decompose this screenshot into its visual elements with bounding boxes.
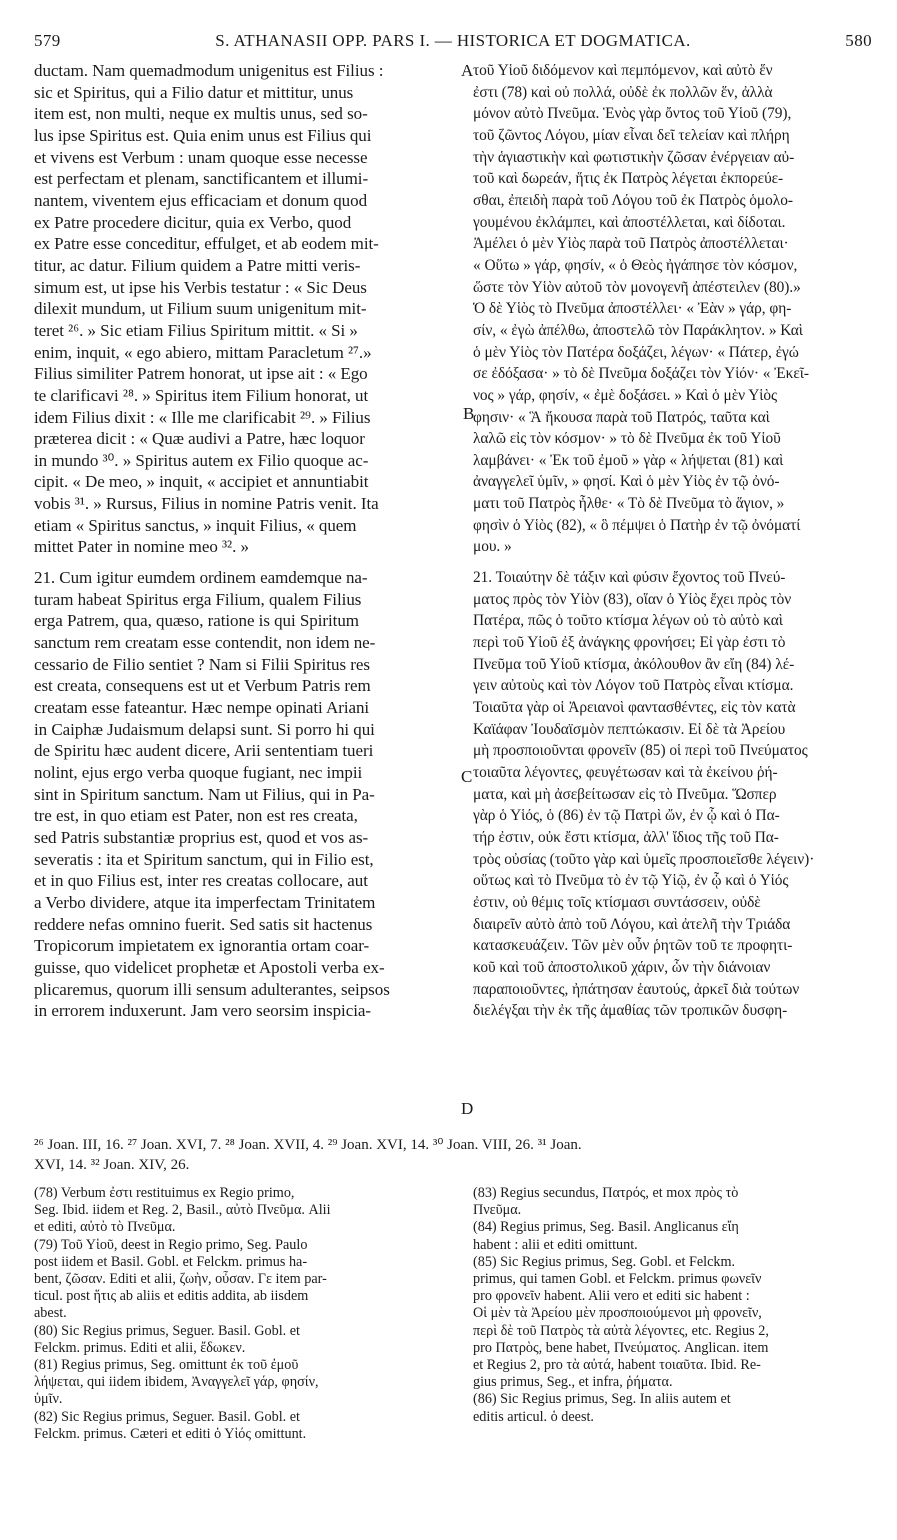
greek-text-line: Τοιαῦτα γὰρ οἱ Ἀρειανοὶ φαντασθέντες, εἰς τὸν κατὰ <box>473 699 796 717</box>
latin-text-line: in mundo ³⁰. » Spiritus autem ex Filio quoque ac- <box>34 450 369 470</box>
footnote-line: λήψεται, qui iidem ibidem, Ἀναγγελεῖ γάρ, φησίν, <box>34 1374 319 1391</box>
latin-text-line: tre est, in quo etiam est Pater, non est res creata, <box>34 806 358 826</box>
greek-text-line: ματι τοῦ Πατρὸς ἦλθε· « Τὸ δὲ Πνεῦμα τὸ ἅγιον, » <box>473 495 785 513</box>
latin-text-line: teret ²⁶. » Sic etiam Filius Spiritum mittit. « Si » <box>34 320 358 340</box>
latin-text-line: est perfectam et plenam, sanctificantem et illumi- <box>34 169 369 189</box>
greek-text-line: ὥστε τὸν Υἱὸν αὐτοῦ τὸν μονογενῆ ἀπέστειλεν (80).» <box>473 278 801 296</box>
greek-text-line: ἐστιν, οὐ θέμις τοῖς κτίσμασι συντάσσειν, οὐδὲ <box>473 893 761 911</box>
latin-text-line: item est, non multi, neque ex multis unus, sed so- <box>34 104 368 124</box>
latin-text-line: ex Patre esse conceditur, effulget, et ab eodem mit- <box>34 234 379 254</box>
latin-text-line: lus ipse Spiritus est. Quia enim unus est Filius qui <box>34 125 372 145</box>
latin-text-line: ductam. Nam quemadmodum unigenitus est Filius : <box>34 61 384 80</box>
greek-column <box>473 60 879 1022</box>
footnote-line: (80) Sic Regius primus, Seguer. Basil. Gobl. et <box>34 1322 300 1339</box>
page-number-left: 579 <box>34 31 61 50</box>
latin-text-line: sint in Spiritum sanctum. Nam ut Filius, qui in Pa- <box>34 784 375 804</box>
footnote-line: et Regius 2, pro τὰ αὐτά, habent τοιαῦτα. Ibid. Re- <box>473 1357 761 1374</box>
footnotes-right <box>473 1185 879 1426</box>
latin-text-line: est creata, consequens est ut et Verbum Patris rem <box>34 676 371 696</box>
greek-text-line: φησιν· « Ἃ ἤκουσα παρὰ τοῦ Πατρός, ταῦτα καὶ <box>473 408 770 426</box>
greek-text-line: γειν αὐτοὺς καὶ τὸν Λόγον τοῦ Πατρὸς εἶναι κτίσμα. <box>473 677 794 695</box>
greek-text-line: Ὁ δὲ Υἱὸς τὸ Πνεῦμα ἀποστέλλει· « Ἐὰν » γάρ, φη- <box>473 300 792 318</box>
footnote-line: primus, qui tamen Gobl. et Felckm. primus φωνεῖν <box>473 1271 762 1288</box>
latin-text-line: cipit. « De meo, » inquit, « accipiet et annuntiabit <box>34 472 369 492</box>
footnote-line: Seg. Ibid. iidem et Reg. 2, Basil., αὐτὸ Πνεῦμα. Alii <box>34 1202 331 1219</box>
latin-text-line: idem Filius dixit : « Ille me clarificabit ²⁹. » Filius <box>34 407 371 427</box>
greek-text-line: παραποιοῦντες, ἠπάτησαν ἑαυτούς, ἀρκεῖ διὰ τούτων <box>473 980 800 998</box>
greek-text-line: σθαι, ἐπειδὴ παρὰ τοῦ Λόγου τοῦ ἐκ Πατρὸς ὁμολο- <box>473 191 793 209</box>
latin-text-line: etiam « Spiritus sanctus, » inquit Filius, « quem <box>34 515 357 535</box>
greek-text-line: τρὸς οὐσίας (τοῦτο γὰρ καὶ ὑμεῖς προσποιεῖσθε λέγειν)· <box>473 850 815 868</box>
greek-text-line: τοιαῦτα λέγοντες, φευγέτωσαν καὶ τὰ ἐκείνου ῥή- <box>473 764 778 781</box>
footnote-line: editis articul. ὁ deest. <box>473 1408 594 1425</box>
greek-text-line: γουμένου ἐκλάμπει, καὶ ἀποστέλλεται, καὶ δίδοται. <box>473 213 786 231</box>
margin-letter-d: D <box>461 1099 474 1118</box>
latin-text-line: Filius similiter Patrem honorat, ut ipse ait : « Ego <box>34 364 368 384</box>
latin-text-line: turam habeat Spiritus erga Filium, qualem Filius <box>34 589 362 609</box>
latin-text-line: plicaremus, quorum illi sensum adulterantes, seipsos <box>34 979 390 999</box>
latin-text-line: in errorem induxerunt. Jam vero seorsim inspicia- <box>34 1001 371 1021</box>
latin-text-line: mittet Pater in nomine meo ³². » <box>34 537 249 557</box>
greek-text-line: γὰρ ὁ Υἱός, ὁ (86) ἐν τῷ Πατρὶ ὤν, ἐν ᾧ καὶ ὁ Πα- <box>473 807 780 825</box>
footnote-line: habent : alii et editi omittunt. <box>473 1236 638 1253</box>
greek-text-line: τήρ ἐστιν, οὐκ ἔστι κτίσμα, ἀλλ' ἴδιος τῆς τοῦ Πα- <box>473 828 779 846</box>
latin-text-line: titur, ac datur. Filium quidem a Patre mitti veris- <box>34 255 361 275</box>
footnote-line: (81) Regius primus, Seg. omittunt ἐκ τοῦ ἐμοῦ <box>34 1357 299 1374</box>
footnote-line: ὑμῖν. <box>34 1391 63 1408</box>
footnote-line: (82) Sic Regius primus, Seguer. Basil. Gobl. et <box>34 1408 300 1425</box>
greek-text-line: διαιρεῖν αὐτὸ ἀπὸ τοῦ Λόγου, καὶ ἀτελῆ τὴν Τριάδα <box>473 915 791 933</box>
latin-text-line: de Spiritu hæc audent dicere, Arii sententiam tueri <box>34 741 374 761</box>
greek-text-line: τοῦ καὶ δωρεάν, ἥτις ἐκ Πατρὸς λέγεται ἐκπορεύε- <box>473 170 784 188</box>
latin-text-line: erga Patrem, qua, quæso, ratione is qui Spiritum <box>34 611 359 631</box>
greek-text-line: μὴ προσποιοῦνται φρονεῖν (85) οἱ περὶ τοῦ Πνεύματος <box>473 742 808 760</box>
latin-text-line: severatis : ita et Spiritum sanctum, qui in Filio est, <box>34 849 374 869</box>
latin-text-line: cessario de Filio sentiet ? Nam si Filii Spiritus res <box>34 654 370 674</box>
greek-text-line: κατασκευάζειν. Τῶν μὲν οὖν ῥητῶν τοῦ τε προφητι- <box>473 937 793 955</box>
greek-text-line: τοῦ ζῶντος Λόγου, μίαν εἶναι δεῖ τελείαν καὶ πλήρη <box>473 126 790 144</box>
reference-line: XVI, 14. ³² Joan. XIV, 26. <box>34 1157 190 1173</box>
footnote-line: abest. <box>34 1305 67 1322</box>
footnote-line: Πνεῦμα. <box>473 1202 522 1219</box>
margin-letter-c: C <box>461 767 473 786</box>
latin-text-line: in Caiphæ Judaismum delapsi sunt. Si porro hi qui <box>34 719 375 739</box>
latin-text-line: dilexit mundum, ut Filium suum unigenitum mit- <box>34 299 367 319</box>
greek-text-line: « Οὕτω » γάρ, φησίν, « ὁ Θεὸς ἠγάπησε τὸν κόσμον, <box>473 256 798 274</box>
greek-text-line: τοῦ Υἱοῦ διδόμενον καὶ πεμπόμενον, καὶ αὐτὸ ἕν <box>473 62 773 79</box>
greek-text-line: τὴν ἁγιαστικὴν καὶ φωτιστικὴν ζῶσαν ἐνέργειαν αὐ- <box>473 148 795 166</box>
greek-text-line: ἀναγγελεῖ ὑμῖν, » φησί. Καὶ ὁ μὲν Υἱὸς ἐν τῷ ὀνό- <box>473 473 780 491</box>
footnote-line: gius primus, Seg., et infra, ῥήματα. <box>473 1374 673 1391</box>
footnote-line: Felckm. primus. Editi et alii, ἔδωκεν. <box>34 1339 246 1356</box>
latin-text-line: sed Patris substantiæ proprius est, quod et vos as- <box>34 827 369 847</box>
scripture-references <box>34 1135 876 1175</box>
latin-text-line: vobis ³¹. » Rursus, Filius in nomine Patris venit. Ita <box>34 494 379 514</box>
latin-text-line: Tropicorum impietatem ex ignorantia ortam coar- <box>34 936 370 956</box>
greek-text-line: ὁ μὲν Υἱὸς τὸν Πατέρα δοξάζει, λέγων· « Πάτερ, ἐγώ <box>473 343 799 361</box>
footnote-line: post iidem et Basil. Gobl. et Felckm. primus ha- <box>34 1253 308 1270</box>
latin-column <box>34 60 460 1022</box>
greek-text-line <box>473 558 879 567</box>
footnote-line: (83) Regius secundus, Πατρός, et mox πρὸς τὸ <box>473 1185 739 1201</box>
latin-text-line: præterea dicit : « Quæ audivi a Patre, hæc loquor <box>34 429 365 449</box>
greek-text-line: σίν, « ἐγὼ ἀπέλθω, ἀποστελῶ τὸν Παράκλητον. » Καὶ <box>473 321 803 339</box>
footnote-line: pro Πατρὸς, bene habet, Πνεύματος. Anglican. item <box>473 1339 769 1356</box>
greek-text-line: φησὶν ὁ Υἱὸς (82), « ὃ πέμψει ὁ Πατὴρ ἐν τῷ ὀνόματί <box>473 516 801 534</box>
greek-text-line: Καϊάφαν Ἰουδαϊσμὸν πεπτώκασιν. Εἰ δὲ τὰ Ἀρείου <box>473 720 786 738</box>
latin-text-line: et in quo Filius est, inter res creatas collocare, aut <box>34 871 368 891</box>
latin-text-line: ex Patre procedere dicitur, quia ex Verbo, quod <box>34 212 352 232</box>
latin-text-line: a Verbo dividere, atque ita imperfectam Trinitatem <box>34 892 376 912</box>
greek-text-line: Πατέρα, πῶς ὁ τοῦτο κτίσμα λέγων οὐ τὸ αὐτὸ καὶ <box>473 612 783 630</box>
greek-text-line: ματα, καὶ μὴ ἀσεβείτωσαν εἰς τὸ Πνεῦμα. Ὥσπερ <box>473 785 777 803</box>
footnote-line: (84) Regius primus, Seg. Basil. Anglicanus εἴη <box>473 1219 739 1236</box>
greek-text-line: σε ἐδόξασα· » τὸ δὲ Πνεῦμα δοξάζει τὸν Υἱόν· « Ἐκεῖ- <box>473 365 809 383</box>
footnote-line: (86) Sic Regius primus, Seg. In aliis autem et <box>473 1391 731 1408</box>
latin-text-line: nolint, ejus ergo verba quoque fugiant, nec impii <box>34 763 363 782</box>
running-title: S. ATHANASII OPP. PARS I. — HISTORICA ET DOGMATICA. <box>215 31 691 50</box>
footnote-line: pro φρονεῖν habent. Alii vero et editi sic habent : <box>473 1288 750 1305</box>
latin-text-line: et vivens est Verbum : unam quoque esse necesse <box>34 147 368 167</box>
latin-text-line: creatam esse fateantur. Hæc nempe opinati Ariani <box>34 698 370 718</box>
greek-text-line: μόνον αὐτὸ Πνεῦμα. Ἑνὸς γὰρ ὄντος τοῦ Υἱοῦ (79), <box>473 105 792 123</box>
latin-text-line: reddere nefas omnino fuerit. Sed satis sit hactenus <box>34 914 373 934</box>
latin-text-line: enim, inquit, « ego abiero, mittam Paracletum ²⁷.» <box>34 342 372 362</box>
latin-text-line: guisse, quo videlicet prophetæ et Apostoli verba ex- <box>34 957 385 977</box>
footnote-line: Felckm. primus. Cæteri et editi ὁ Υἱός omittunt. <box>34 1425 307 1442</box>
footnotes-left <box>34 1185 458 1443</box>
footnote-line: Οἱ μὲν τὰ Ἀρείου μὲν προσποιούμενοι μὴ φρονεῖν, <box>473 1305 762 1322</box>
latin-text-line: nantem, viventem ejus efficaciam et donum quod <box>34 190 368 210</box>
latin-text-line: te clarificavi ²⁸. » Spiritus item Filium honorat, ut <box>34 385 369 405</box>
footnote-line: (85) Sic Regius primus, Seg. Gobl. et Felckm. <box>473 1253 736 1270</box>
latin-text-line <box>34 558 460 567</box>
greek-text-line: οὕτως καὶ τὸ Πνεῦμα τὸ ἐν τῷ Υἱῷ, ἐν ᾧ καὶ ὁ Υἱός <box>473 872 789 890</box>
latin-text-line: 21. Cum igitur eumdem ordinem eamdemque na- <box>34 568 368 588</box>
footnote-line: ticul. post ἥτις ab aliis et editis addita, ab iisdem <box>34 1288 309 1305</box>
footnote-line: (79) Τοῦ Υἱοῦ, deest in Regio primo, Seg. Paulo <box>34 1236 308 1253</box>
greek-text-line: ματος πρὸς τὸν Υἱὸν (83), οἵαν ὁ Υἱὸς ἔχει πρὸς τὸν <box>473 590 792 608</box>
footnote-line: et editi, αὐτὸ τὸ Πνεῦμα. <box>34 1219 176 1236</box>
greek-text-line: ἐστι (78) καὶ οὐ πολλά, οὐδὲ ἐκ πολλῶν ἕν, ἀλλὰ <box>473 83 773 101</box>
greek-text-line: 21. Τοιαύτην δὲ τάξιν καὶ φύσιν ἔχοντος τοῦ Πνεύ- <box>473 569 786 587</box>
latin-text-line: sanctum rem creatam esse contendit, non idem ne- <box>34 633 376 653</box>
latin-text-line: simum est, ut ipse his Verbis testatur : « Sic Deus <box>34 277 367 297</box>
footnote-line: περὶ δὲ τοῦ Πατρὸς τὰ αὐτὰ λέγοντες, etc. Regius 2, <box>473 1322 769 1339</box>
greek-text-line: λαλῶ εἰς τὸν κόσμον· » τὸ δὲ Πνεῦμα ἐκ τοῦ Υἱοῦ <box>473 430 781 448</box>
greek-text-line: Πνεῦμα τοῦ Υἱοῦ κτίσμα, ἀκόλουθον ἂν εἴη (84) λέ- <box>473 655 795 673</box>
running-header <box>34 31 872 55</box>
greek-text-line: Ἀμέλει ὁ μὲν Υἱὸς παρὰ τοῦ Πατρὸς ἀποστέλλεται· <box>473 235 789 253</box>
reference-line: ²⁶ Joan. III, 16. ²⁷ Joan. XVI, 7. ²⁸ Joan. XVII, 4. ²⁹ Joan. XVI, 14. ³⁰ Joan. VIII, 26. ³¹ Joan. <box>34 1137 582 1153</box>
page-number-right: 580 <box>845 31 872 50</box>
greek-text-line: κοῦ καὶ τοῦ ἀποστολικοῦ χάριν, ὧν τὴν διάνοιαν <box>473 958 771 976</box>
margin-letter-b: B <box>463 404 475 423</box>
footnote-line: (78) Verbum ἐστι restituimus ex Regio primo, <box>34 1185 295 1201</box>
margin-letter-a: A <box>461 61 474 80</box>
greek-text-line: νος » γάρ, φησίν, « ἐμὲ δοξάσει. » Καὶ ὁ μὲν Υἱὸς <box>473 386 778 404</box>
greek-text-line: διελέγξαι τὴν ἐκ τῆς ἀμαθίας τῶν τροπικῶν δυσφη- <box>473 1002 788 1020</box>
footnote-line: bent, ζῶσαν. Editi et alii, ζωὴν, οὖσαν. Γε item par- <box>34 1271 327 1288</box>
greek-text-line: μου. » <box>473 538 512 556</box>
greek-text-line: λαμβάνει· « Ἐκ τοῦ ἐμοῦ » γὰρ « λήψεται (81) καὶ <box>473 451 784 469</box>
greek-text-line: περὶ τοῦ Υἱοῦ ἐξ ἀνάγκης φρονήσει; Εἰ γὰρ ἐστι τὸ <box>473 634 786 652</box>
latin-text-line: sic et Spiritus, qui a Filio datur et mittitur, unus <box>34 82 354 102</box>
